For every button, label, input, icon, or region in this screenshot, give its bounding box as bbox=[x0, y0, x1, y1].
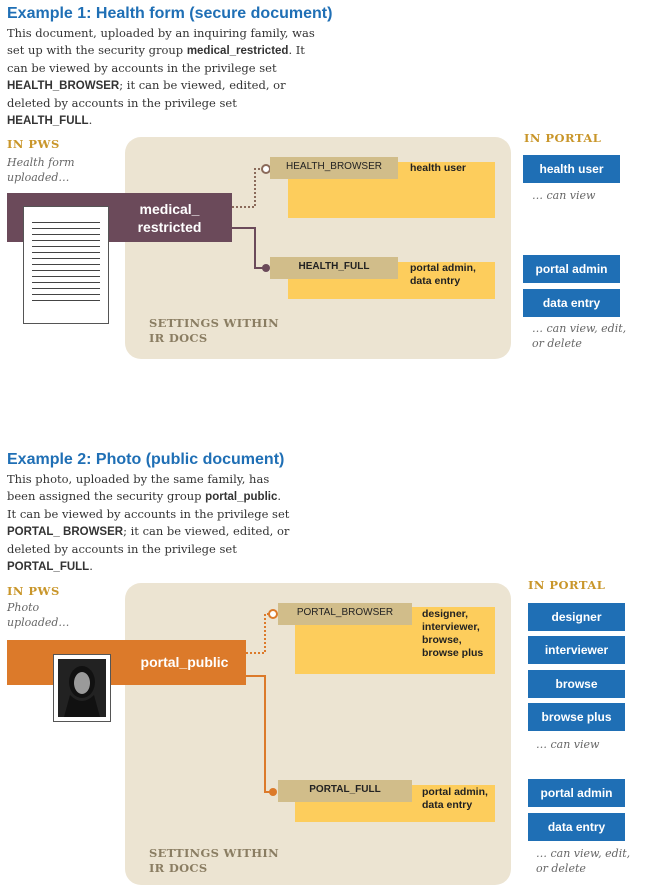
desc-privilege: HEALTH_BROWSER bbox=[7, 80, 120, 92]
portal-note: … can view, edit, or delete bbox=[536, 847, 631, 875]
privilege-name: PORTAL_BROWSER bbox=[278, 603, 412, 625]
portal-role-browse: browse bbox=[528, 670, 625, 698]
settings-panel-label: SETTINGS WITHIN IR DOCS bbox=[149, 316, 279, 345]
in-pws-label: IN PWS bbox=[7, 584, 60, 598]
portal-role-designer: designer bbox=[528, 603, 625, 631]
security-group-name: medical_ restricted bbox=[137, 201, 202, 235]
desc-text: ; it can be viewed, edited, or deleted by accounts in the privilege set bbox=[7, 78, 286, 110]
desc-text: ; it can be viewed, edited, or deleted by accounts in the privilege set bbox=[7, 524, 290, 556]
in-pws-label: IN PWS bbox=[7, 137, 60, 151]
desc-group: medical_restricted bbox=[186, 45, 289, 57]
upload-note: Health form uploaded… bbox=[7, 156, 75, 184]
portal-note: … can view bbox=[532, 189, 596, 202]
portal-note: … can view bbox=[536, 738, 600, 751]
portal-role-data-entry: data entry bbox=[523, 289, 620, 317]
privilege-name: HEALTH_FULL bbox=[270, 257, 398, 279]
example2-title: Example 2: Photo (public document) bbox=[7, 451, 285, 468]
privilege-roles: health user bbox=[410, 162, 467, 174]
full-connector bbox=[246, 676, 273, 792]
desc-privilege: PORTAL_ BROWSER bbox=[7, 526, 124, 538]
desc-text: This photo, uploaded by the same family, has been assigned the security group bbox=[7, 472, 270, 503]
desc-text: . bbox=[88, 113, 93, 127]
desc-privilege: HEALTH_FULL bbox=[7, 115, 89, 127]
desc-text: . bbox=[89, 559, 93, 573]
privilege-roles: portal admin, data entry bbox=[410, 262, 476, 287]
privilege-name: HEALTH_BROWSER bbox=[270, 157, 398, 179]
browser-connector bbox=[246, 614, 273, 653]
privilege-roles: designer, interviewer, browse, browse plus bbox=[422, 608, 484, 659]
upload-note: Photo uploaded… bbox=[7, 601, 70, 629]
security-group-name: portal_public bbox=[140, 654, 229, 670]
settings-panel-label: SETTINGS WITHIN IR DOCS bbox=[149, 846, 279, 875]
desc-privilege: PORTAL_FULL bbox=[7, 561, 90, 573]
portal-role-interviewer: interviewer bbox=[528, 636, 625, 664]
full-connector-dot bbox=[269, 788, 277, 796]
desc-text: This document, uploaded by an inquiring family, was set up with the security group bbox=[7, 26, 315, 57]
desc-text: . It can be viewed by accounts in the privilege set bbox=[7, 43, 305, 75]
in-portal-label: IN PORTAL bbox=[524, 131, 602, 145]
in-portal-label: IN PORTAL bbox=[528, 578, 606, 592]
browser-connector-dot bbox=[269, 610, 277, 618]
privilege-roles: portal admin, data entry bbox=[422, 786, 488, 811]
portal-note: … can view, edit, or delete bbox=[532, 322, 627, 350]
portal-role-health-user: health user bbox=[523, 155, 620, 183]
privilege-name: PORTAL_FULL bbox=[278, 780, 412, 802]
portal-role-browse-plus: browse plus bbox=[528, 703, 625, 731]
desc-group: portal_public bbox=[205, 491, 278, 503]
portal-role-portal-admin: portal admin bbox=[528, 779, 625, 807]
portal-role-portal-admin: portal admin bbox=[523, 255, 620, 283]
desc-text: . It can be viewed by accounts in the privilege set bbox=[7, 489, 290, 521]
portal-role-data-entry: data entry bbox=[528, 813, 625, 841]
example1-title: Example 1: Health form (secure document) bbox=[7, 5, 333, 22]
